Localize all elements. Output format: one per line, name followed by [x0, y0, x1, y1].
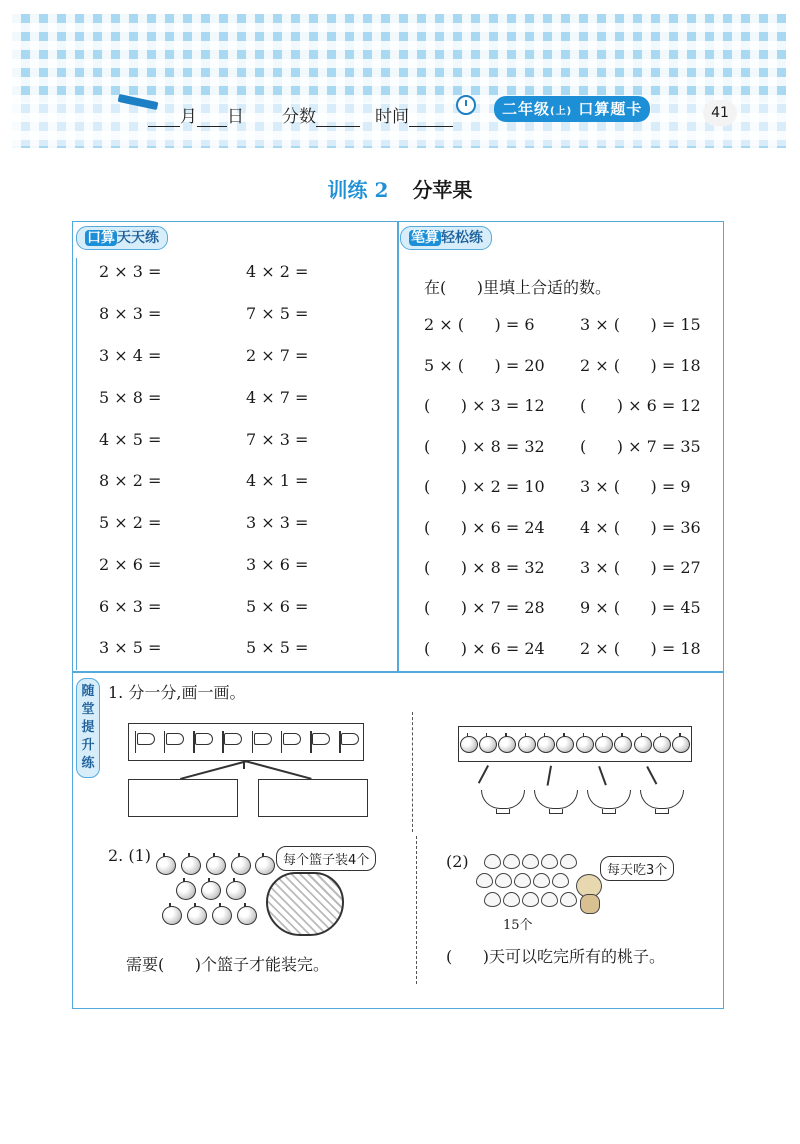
oral-expr: 2 × 3 =: [99, 262, 162, 281]
month-blank: [148, 110, 180, 127]
date-field: [148, 102, 244, 127]
time-label: 时间: [375, 107, 409, 127]
oral-expr: 5 × 2 =: [99, 513, 162, 532]
oral-expr: 4 × 5 =: [99, 430, 162, 449]
oral-expr: 5 × 5 =: [246, 638, 309, 657]
score-field: [282, 102, 360, 127]
apple-icon: [156, 856, 176, 875]
fill-blank-expr[interactable]: ( ) × 8 = 32: [424, 558, 545, 577]
dashed-divider: [416, 836, 417, 984]
apple-icon: [653, 736, 671, 753]
apple-icon: [518, 736, 536, 753]
time-blank: [409, 110, 453, 127]
fill-blank-expr[interactable]: ( ) × 6 = 24: [424, 639, 545, 658]
oral-expr: 7 × 5 =: [246, 304, 309, 323]
apple-icon: [212, 906, 232, 925]
left-rule: [76, 258, 77, 670]
apple-icon: [460, 736, 478, 753]
fill-blank-expr[interactable]: 2 × ( ) = 6: [424, 315, 535, 334]
question-3-text: ( )天可以吃完所有的桃子。: [446, 947, 666, 966]
answer-box-left[interactable]: [128, 779, 238, 817]
peach-icon: [522, 892, 539, 907]
peach-icon: [514, 873, 531, 888]
peach-icon: [495, 873, 512, 888]
apple-icon: [237, 906, 257, 925]
flag-row: [128, 723, 364, 761]
fill-blank-expr[interactable]: 5 × ( ) = 20: [424, 356, 545, 375]
page-title: [0, 174, 800, 203]
peach-icon: [484, 854, 501, 869]
peach-icon: [533, 873, 550, 888]
apple-icon: [595, 736, 613, 753]
peach-icon: [560, 854, 577, 869]
apple-icon: [614, 736, 632, 753]
monkey-speech-bubble: 每天吃3个: [600, 856, 674, 881]
apple-icon: [201, 881, 221, 900]
question-3-label: (2): [446, 852, 469, 871]
oral-expr: 3 × 5 =: [99, 638, 162, 657]
fill-blank-expr[interactable]: ( ) × 2 = 10: [424, 477, 545, 496]
lesson-number: 训练 2: [327, 178, 389, 202]
apple-icon: [576, 736, 594, 753]
fill-blank-expr[interactable]: 2 × ( ) = 18: [580, 356, 701, 375]
score-blank: [316, 110, 360, 127]
apple-icon: [226, 881, 246, 900]
apple-icon: [672, 736, 690, 753]
oral-badge-highlight: 口算: [87, 230, 115, 246]
peach-icon: [484, 892, 501, 907]
oral-expr: 6 × 3 =: [99, 597, 162, 616]
flag-icon: [280, 731, 300, 753]
clock-icon: [456, 95, 476, 115]
fill-blank-expr[interactable]: ( ) × 8 = 32: [424, 437, 545, 456]
oral-expr: 4 × 1 =: [246, 471, 309, 490]
oral-expr: 5 × 6 =: [246, 597, 309, 616]
month-label: 月: [180, 107, 197, 127]
oral-expr: 2 × 7 =: [246, 346, 309, 365]
page-number: 41: [703, 100, 737, 126]
brand-grade: 二年级: [502, 100, 551, 118]
oral-expr: 4 × 7 =: [246, 388, 309, 407]
oral-badge-rest: 天天练: [117, 230, 159, 246]
answer-box-right[interactable]: [258, 779, 368, 817]
question-2-text: 需要( )个篮子才能装完。: [126, 955, 330, 974]
fill-blank-expr[interactable]: 3 × ( ) = 27: [580, 558, 701, 577]
basket-icon: [266, 872, 344, 936]
apple-icon: [634, 736, 652, 753]
apple-icon: [556, 736, 574, 753]
flag-icon: [192, 731, 212, 753]
score-label: 分数: [282, 107, 316, 127]
fill-blank-expr[interactable]: 9 × ( ) = 45: [580, 598, 701, 617]
apple-icon: [537, 736, 555, 753]
apple-row: [458, 726, 692, 762]
flag-icon: [134, 731, 154, 753]
apple-icon: [187, 906, 207, 925]
flag-icon: [338, 731, 358, 753]
section-divider: [72, 671, 723, 673]
oral-expr: 4 × 2 =: [246, 262, 309, 281]
written-instruction: 在( )里填上合适的数。: [424, 278, 612, 297]
oral-expr: 7 × 3 =: [246, 430, 309, 449]
monkey-icon: [574, 874, 604, 914]
oral-expr: 3 × 3 =: [246, 513, 309, 532]
peach-icon: [552, 873, 569, 888]
oral-expr: 3 × 4 =: [99, 346, 162, 365]
peach-icon: [541, 854, 558, 869]
monkey-body: [580, 894, 600, 914]
apple-icon: [181, 856, 201, 875]
written-badge-rest: 轻松练: [441, 230, 483, 246]
peach-icon: [476, 873, 493, 888]
flag-icon: [309, 731, 329, 753]
peach-icon: [522, 854, 539, 869]
fill-blank-expr[interactable]: ( ) × 3 = 12: [424, 396, 545, 415]
oral-expr: 2 × 6 =: [99, 555, 162, 574]
written-badge-highlight: 笔算: [411, 230, 439, 246]
oral-badge: [76, 226, 168, 250]
peach-icon: [503, 892, 520, 907]
apple-icon: [231, 856, 251, 875]
apple-icon: [206, 856, 226, 875]
day-blank: [197, 110, 227, 127]
flag-icon: [163, 731, 183, 753]
question-2-label: 2. (1): [108, 846, 152, 865]
fill-blank-expr[interactable]: 3 × ( ) = 9: [580, 477, 691, 496]
written-badge: [400, 226, 492, 250]
flag-icon: [251, 731, 271, 753]
flag-icon: [221, 731, 241, 753]
fill-blank-expr[interactable]: ( ) × 6 = 12: [580, 396, 701, 415]
apple-icon: [498, 736, 516, 753]
apple-icon: [479, 736, 497, 753]
peach-icon: [503, 854, 520, 869]
fill-blank-expr[interactable]: ( ) × 6 = 24: [424, 518, 545, 537]
peach-icon: [541, 892, 558, 907]
fill-blank-expr[interactable]: 2 × ( ) = 18: [580, 639, 701, 658]
column-divider: [397, 221, 399, 671]
apple-icon: [162, 906, 182, 925]
basket-hint-bubble: 每个篮子装4个: [276, 846, 376, 871]
brand-logo: [494, 96, 650, 122]
question-1: 1. 分一分,画一画。: [108, 683, 246, 702]
fill-blank-expr[interactable]: ( ) × 7 = 35: [580, 437, 701, 456]
fill-blank-expr[interactable]: 3 × ( ) = 15: [580, 315, 701, 334]
apple-icon: [176, 881, 196, 900]
fill-blank-expr[interactable]: ( ) × 7 = 28: [424, 598, 545, 617]
brand-name: 口算题卡: [578, 100, 643, 118]
oral-expr: 8 × 3 =: [99, 304, 162, 323]
oral-expr: 3 × 6 =: [246, 555, 309, 574]
day-label: 日: [227, 107, 244, 127]
lesson-title: 分苹果: [412, 178, 473, 202]
apple-icon: [255, 856, 275, 875]
brand-sub: (上): [550, 106, 573, 117]
dashed-divider: [412, 712, 413, 832]
oral-expr: 5 × 8 =: [99, 388, 162, 407]
page-header: [12, 14, 786, 148]
fill-blank-expr[interactable]: 4 × ( ) = 36: [580, 518, 701, 537]
peach-count: 15个: [503, 918, 533, 933]
time-field: [375, 102, 453, 127]
practice-badge: 随堂提升练: [76, 678, 100, 778]
oral-expr: 8 × 2 =: [99, 471, 162, 490]
